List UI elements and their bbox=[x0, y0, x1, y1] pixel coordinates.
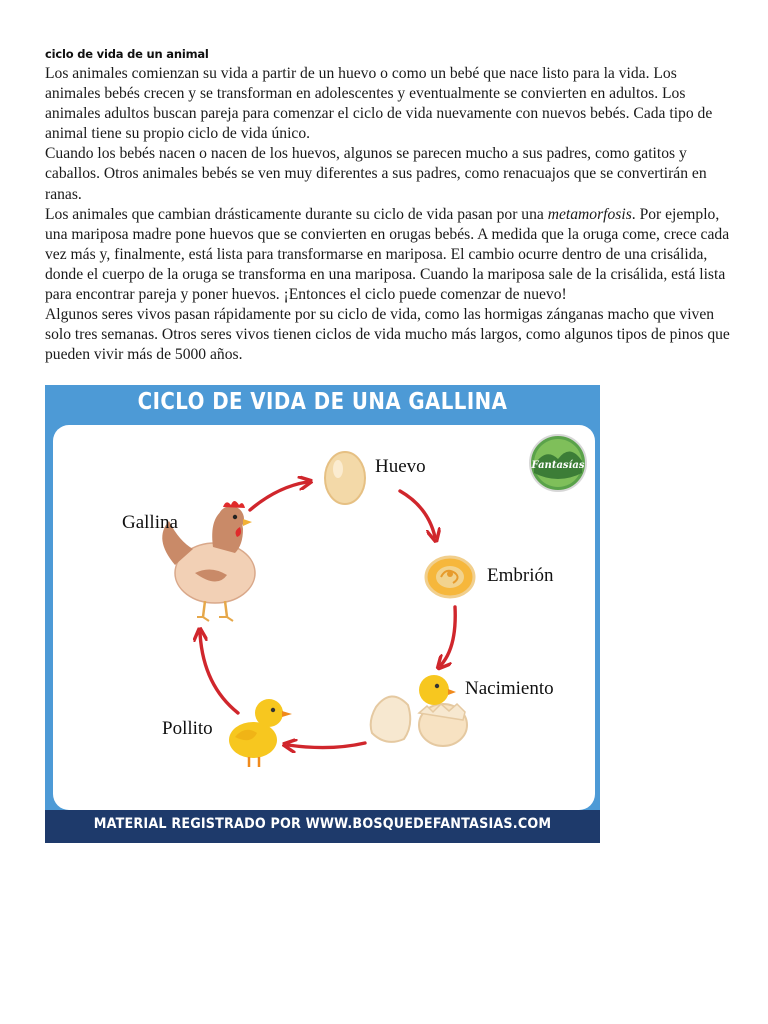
chicken-life-cycle-infographic bbox=[45, 385, 600, 843]
stage-label-pollito: Pollito bbox=[162, 718, 213, 739]
egg-icon bbox=[325, 452, 365, 504]
paragraph-3 bbox=[45, 205, 735, 305]
paragraph-2: Cuando los bebés nacen o nacen de los huevos, algunos se parecen mucho a sus padres, como gatitos y caballos. Otros animales bebés se ven muy diferentes a sus padres, como renacuajos que se convertirán en ranas. bbox=[45, 145, 707, 203]
stage-label-nacimiento: Nacimiento bbox=[465, 678, 554, 699]
stage-label-gallina: Gallina bbox=[122, 512, 178, 533]
paragraph-3-start: Los animales que cambian drásticamente durante su ciclo de vida pasan por una bbox=[45, 205, 548, 223]
embryo-icon bbox=[426, 557, 474, 597]
metamorfosis-term: metamorfosis bbox=[547, 205, 632, 223]
arrow-pollito-to-gallina bbox=[200, 633, 238, 713]
paragraph-4: Algunos seres vivos pasan rápidamente por su ciclo de vida, como las hormigas zánganas macho que viven solo tres semanas. Otros seres vivos tienen ciclos de vida mucho más largos, como algunos tipos de pinos que pueden vivir más de 5000 años. bbox=[45, 306, 730, 364]
life-cycle-diagram bbox=[45, 385, 600, 810]
paragraph-1: Los animales comienzan su vida a partir de un huevo o como un bebé que nace listo para la vida. Los animales bebés crecen y se transforman en adolescentes y eventualmente se convierten en adultos. Los animales adultos buscan pareja para comenzar el ciclo de vida nuevamente con nuevos bebés. Cada tipo de animal tiene su propio ciclo de vida único. bbox=[45, 65, 713, 143]
arrow-huevo-to-embrion bbox=[400, 491, 435, 537]
paragraph-3-end: . Por ejemplo, una mariposa madre pone huevos que se convierten en orugas bebés. A medida que la oruga come, crece cada vez más y, finalmente, está lista para transformarse en mariposa. El cambio ocurre dentro de una crisálida, donde el cuerpo de la oruga se transforma en una mariposa. Cuando la mariposa sale de la crisálida, está lista para encontrar pareja y poner huevos. ¡Entonces el ciclo puede comenzar de nuevo! bbox=[45, 205, 730, 304]
arrow-embrion-to-nacimiento bbox=[441, 607, 455, 665]
document-heading: ciclo de vida de un animal bbox=[45, 47, 209, 61]
footer-band bbox=[45, 810, 600, 843]
arrow-gallina-to-huevo bbox=[250, 482, 307, 510]
stage-label-huevo: Huevo bbox=[375, 456, 426, 477]
bosque-de-fantasias-logo bbox=[530, 435, 586, 491]
document-body bbox=[45, 64, 735, 365]
logo-text: Fantasías bbox=[531, 460, 585, 471]
stage-label-embrion: Embrión bbox=[487, 565, 554, 586]
copyright-footer: MATERIAL REGISTRADO POR WWW.BOSQUEDEFANTASIAS.COM bbox=[93, 816, 552, 832]
arrow-nacimiento-to-pollito bbox=[288, 743, 365, 748]
infographic-title: CICLO DE VIDA DE UNA GALLINA bbox=[137, 389, 508, 415]
hatching-chick-icon bbox=[371, 675, 467, 746]
chick-icon bbox=[229, 699, 292, 767]
